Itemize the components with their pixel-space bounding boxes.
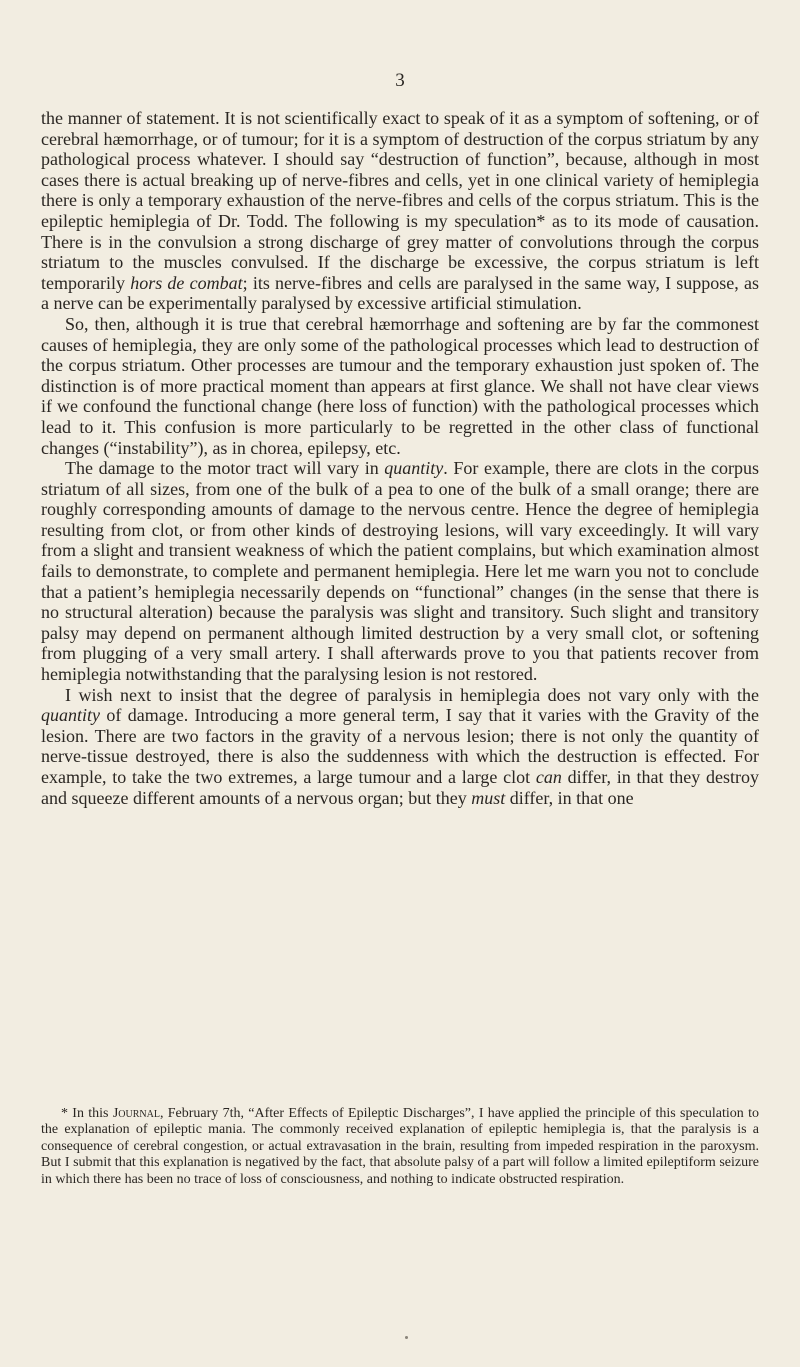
text-run: differ, in that one (505, 787, 634, 808)
paragraph (41, 314, 759, 458)
footnote (41, 1106, 759, 1188)
italic-text: can (535, 767, 562, 787)
body-text (41, 108, 759, 808)
text-run: . For example, there are clots in the corpus striatum of all sizes, from one of the bulk of a pea to one of the bulk of a small orange; there are roughly corresponding amounts of damage to the nervous centre. Hence the degree of hemiplegia resulting from clot, or from other kinds of destroying lesions, will vary exceedingly. It will vary from a slight and transient weakness of which the patient complains, but which examination almost fails to demonstrate, to complete and permanent hemiplegia. Here let me warn you not to conclude that a patient’s hemiplegia necessarily depends on “functional” changes (in the sense that there is no structural alteration) because the paralysis was slight and transitory. Such slight and transitory palsy may depend on permanent although limited destruction by a very small clot, or softening from plugging of a very small artery. I shall afterwards prove to you that patients recover from hemiplegia notwithstanding that the paralysing lesion is not restored. (41, 458, 759, 685)
print-speck (405, 1336, 408, 1339)
italic-text: quantity (41, 705, 100, 726)
italic-text: hors de combat (130, 272, 243, 293)
text-run: of damage. Introducing a more general term, I say that it varies with the Gravity of the lesion. There are two factors in the gravity of a nervous lesion; there is not only the quantity of nerve-tissue destroyed, there is also the suddenness with which the destruction is effected. For example, to take the two extremes, a large tumour and a large clot (41, 705, 759, 787)
page-number: 3 (395, 70, 405, 91)
italic-text: quantity (384, 458, 444, 479)
text-run: the manner of statement. It is not scientifically exact to speak of it as a symptom of softening, or of cerebral hæmorrhage, or of tumour; for it is a symptom of destruction of the corpus striatum by any pathological process whatever. I should say “destruction of function”, because, although in most cases there is actual breaking up of nerve-fibres and cells, yet in one clinical variety of hemiplegia there is only a temporary exhaustion of the nerve-fibres and cells of the corpus striatum. This is the epileptic hemiplegia of Dr. Todd. The following is my speculation* as to its mode of causation. There is in the convulsion a strong discharge of grey matter of convolutions through the corpus striatum to the muscles convulsed. If the discharge be excessive, the corpus striatum is left temporarily (41, 108, 759, 293)
paragraph (41, 685, 759, 809)
footnote-text (41, 1106, 759, 1188)
text-run: differ, in that they destroy and squeeze different amounts of a nervous organ; but they (41, 767, 759, 808)
text-run: The damage to the motor tract will vary in (65, 458, 385, 479)
text-run: * In this (61, 1106, 113, 1121)
small-caps-text: Journal (112, 1106, 160, 1121)
text-run: , February 7th, “After Effects of Epileptic Discharges”, I have applied the principle of this speculation to the explanation of epileptic mania. The commonly received explanation of epileptic hemiplegia is, that the paralysis is a consequence of cerebral congestion, or actual extravasation in the brain, resulting from impeded respiration in the paroxysm. But I submit that this explanation is negatived by the fact, that absolute palsy of a part will follow a limited epileptiform seizure in which there has been no trace of loss of consciousness, and nothing to indicate obstructed respiration. (41, 1106, 759, 1187)
text-run: So, then, although it is true that cerebral hæmorrhage and softening are by far the commonest causes of hemiplegia, they are only some of the pathological processes which lead to destruction of the corpus striatum. Other processes are tumour and the temporary exhaustion just spoken of. The distinction is of more practical moment than appears at first glance. We shall not have clear views if we confound the functional change (here loss of function) with the pathological processes which lead to it. This confusion is more particularly to be regretted in the other class of functional changes (“instability”), as in chorea, epilepsy, etc. (41, 313, 759, 458)
paragraph (41, 458, 759, 685)
text-run: ; its nerve-fibres and cells are paralysed in the same way, I suppose, as a nerve can be experimentally paralysed by excessive artificial stimulation. (41, 272, 759, 314)
italic-text: must (471, 787, 506, 808)
text-run: I wish next to insist that the degree of paralysis in hemiplegia does not vary only with the (65, 684, 759, 705)
paragraph (41, 108, 759, 314)
